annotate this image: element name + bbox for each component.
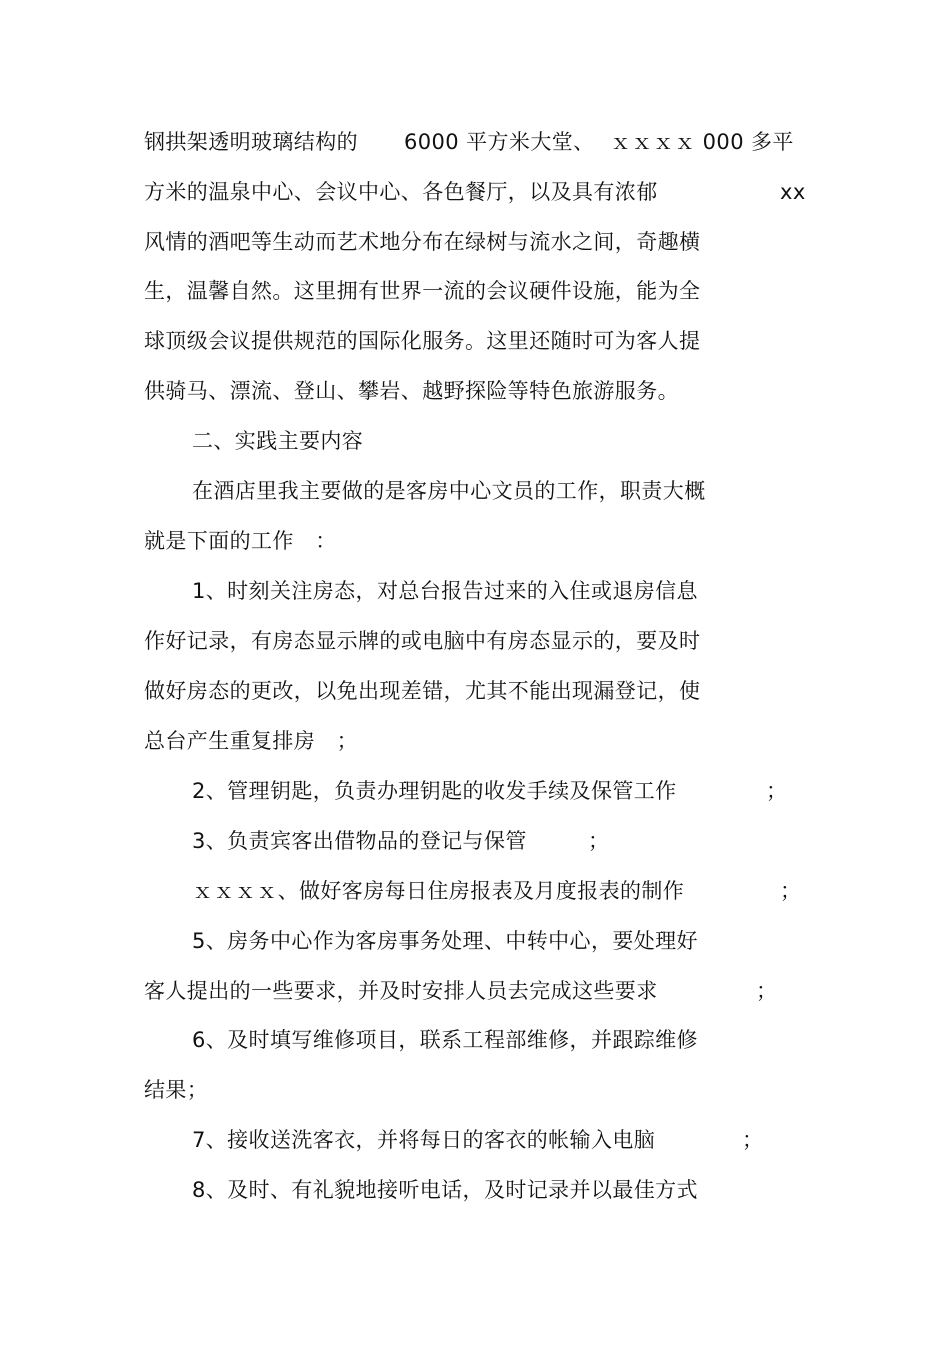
item-2-end: ； bbox=[766, 779, 788, 803]
intro-line-3: 风情的酒吧等生动而艺术地分布在绿树与流水之间，奇趣横 bbox=[144, 230, 701, 254]
item-1-line-3: 做好房态的更改，以免出现差错，尤其不能出现漏登记，使 bbox=[144, 679, 701, 703]
intro-line-1c: ｘｘｘｘ 000 多平 bbox=[610, 130, 794, 154]
item-1-line-4: 总台产生重复排房 ； bbox=[144, 729, 358, 753]
intro-line-2b: xx bbox=[780, 180, 806, 204]
item-6-line-2: 结果； bbox=[144, 1078, 209, 1102]
intro-line-6: 供骑马、漂流、登山、攀岩、越野探险等特色旅游服务。 bbox=[144, 379, 679, 403]
duties-intro-line-2: 就是下面的工作 ： bbox=[144, 529, 337, 553]
item-5-line-2: 客人提出的一些要求，并及时安排人员去完成这些要求 bbox=[144, 979, 658, 1003]
item-1-line-1: 1、时刻关注房态，对总台报告过来的入住或退房信息 bbox=[192, 579, 698, 603]
item-5-line-1: 5、房务中心作为客房事务处理、中转中心，要处理好 bbox=[192, 929, 698, 953]
item-7-end: ； bbox=[742, 1128, 764, 1152]
item-3-end: ； bbox=[588, 829, 610, 853]
item-5-end: ； bbox=[756, 979, 778, 1003]
item-3: 3、负责宾客出借物品的登记与保管 bbox=[192, 829, 527, 853]
item-7: 7、接收送洗客衣，并将每日的客衣的帐输入电脑 bbox=[192, 1128, 656, 1152]
item-4: ｘｘｘｘ、做好客房每日住房报表及月度报表的制作 bbox=[192, 879, 685, 903]
duties-intro-line-1: 在酒店里我主要做的是客房中心文员的工作，职责大概 bbox=[192, 479, 706, 503]
section-heading: 二、实践主要内容 bbox=[192, 429, 364, 453]
intro-line-1b: 6000 平方米大堂、 bbox=[404, 130, 595, 154]
intro-line-4: 生，温馨自然。这里拥有世界一流的会议硬件设施，能为全 bbox=[144, 279, 701, 303]
item-6-line-1: 6、及时填写维修项目，联系工程部维修，并跟踪维修 bbox=[192, 1028, 698, 1052]
intro-line-5: 球顶级会议提供规范的国际化服务。这里还随时可为客人提 bbox=[144, 329, 701, 353]
item-2: 2、管理钥匙，负责办理钥匙的收发手续及保管工作 bbox=[192, 779, 677, 803]
item-1-line-2: 作好记录，有房态显示牌的或电脑中有房态显示的，要及时 bbox=[144, 629, 701, 653]
intro-line-2a: 方米的温泉中心、会议中心、各色餐厅，以及具有浓郁 bbox=[144, 180, 658, 204]
intro-line-1a: 钢拱架透明玻璃结构的 bbox=[144, 130, 358, 154]
item-8-line-1: 8、及时、有礼貌地接听电话，及时记录并以最佳方式 bbox=[192, 1178, 698, 1202]
item-4-end: ； bbox=[780, 879, 802, 903]
